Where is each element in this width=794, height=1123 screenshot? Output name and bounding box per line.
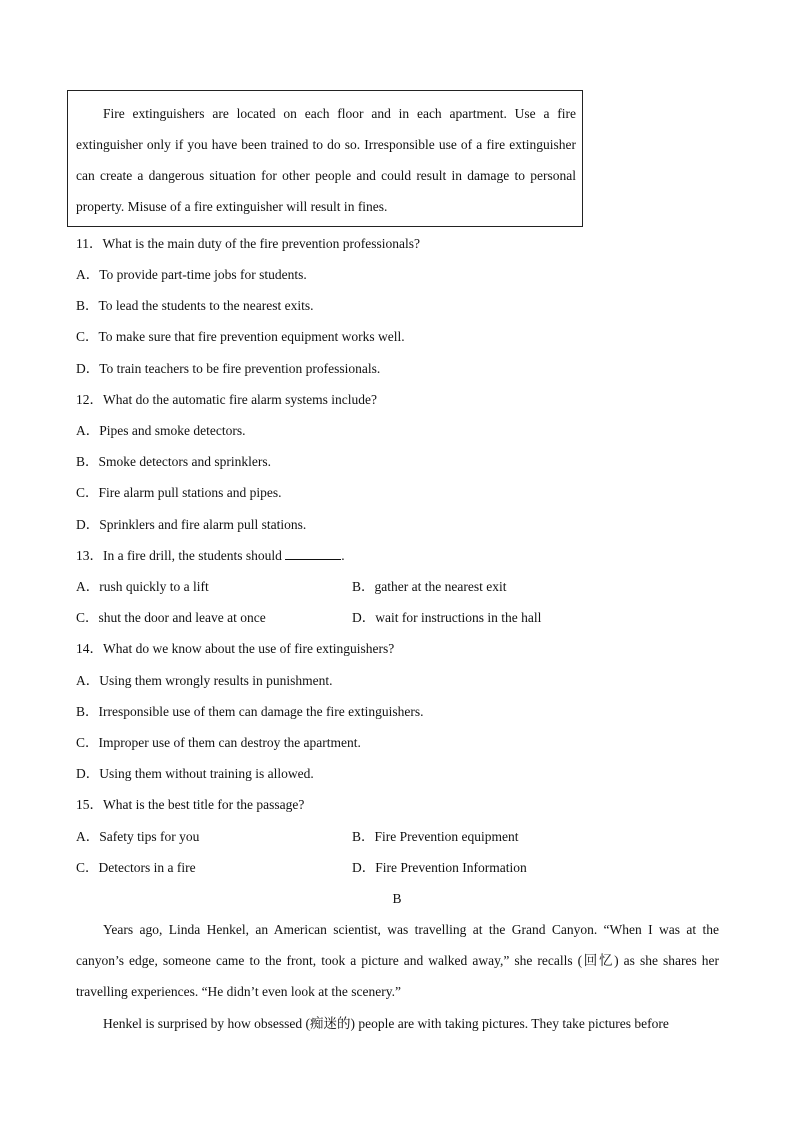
question-11-option-d: D．To train teachers to be fire prevention professionals. — [76, 361, 381, 376]
section-heading: B — [392, 891, 402, 906]
question-14-option-a: A．Using them wrongly results in punishment. — [76, 673, 333, 688]
passage-paragraph-2-text: Henkel is surprised by how obsessed (痴迷的) people are with taking pictures. They take pictures before — [103, 1016, 669, 1031]
question-15-option-c: C．Detectors in a fire — [76, 860, 196, 875]
question-13-option-d: D．wait for instructions in the hall — [352, 610, 542, 625]
question-13-option-c: C．shut the door and leave at once — [76, 610, 266, 625]
question-14-option-b: B．Irresponsible use of them can damage the fire extinguishers. — [76, 704, 424, 719]
notice-box — [67, 90, 583, 227]
question-13-option-b: B．gather at the nearest exit — [352, 579, 507, 594]
passage-paragraph-2 — [76, 1008, 719, 1039]
question-15-option-d: D．Fire Prevention Information — [352, 860, 527, 875]
question-13-stem-text: 13．In a fire drill, the students should — [76, 548, 282, 563]
question-14-stem: 14．What do we know about the use of fire extinguishers? — [76, 641, 395, 656]
answer-blank — [285, 547, 341, 560]
question-12-option-a: A．Pipes and smoke detectors. — [76, 423, 246, 438]
question-12-option-d: D．Sprinklers and fire alarm pull stations. — [76, 517, 307, 532]
question-11-option-c: C．To make sure that fire prevention equipment works well. — [76, 329, 405, 344]
question-15-option-b: B．Fire Prevention equipment — [352, 829, 519, 844]
question-14-option-d: D．Using them without training is allowed. — [76, 766, 314, 781]
passage-paragraph-1 — [76, 914, 719, 1007]
question-15-stem: 15．What is the best title for the passage? — [76, 797, 305, 812]
question-12-option-b: B．Smoke detectors and sprinklers. — [76, 454, 271, 469]
question-13-stem — [76, 547, 345, 565]
question-11-option-a: A．To provide part-time jobs for students. — [76, 267, 307, 282]
question-15-option-a: A．Safety tips for you — [76, 829, 200, 844]
question-12-stem: 12．What do the automatic fire alarm systems include? — [76, 392, 378, 407]
question-13-stem-end: . — [341, 548, 345, 563]
question-13-option-a: A．rush quickly to a lift — [76, 579, 209, 594]
question-14-option-c: C．Improper use of them can destroy the apartment. — [76, 735, 361, 750]
question-11-option-b: B．To lead the students to the nearest exits. — [76, 298, 314, 313]
question-12-option-c: C．Fire alarm pull stations and pipes. — [76, 485, 282, 500]
question-11-stem: 11．What is the main duty of the fire prevention professionals? — [76, 236, 421, 251]
notice-box-text: Fire extinguishers are located on each floor and in each apartment. Use a fire extinguisher only if you have been trained to do so. Irresponsible use of a fire extinguisher can create a dangerous situation for other people and could result in damage to personal property. Misuse of a fire extinguisher will result in fines. — [76, 106, 576, 214]
passage-paragraph-1-text: Years ago, Linda Henkel, an American scientist, was travelling at the Grand Canyon. “When I was at the canyon’s edge, someone came to the front, took a picture and walked away,” she recalls (回忆) as she shares her travelling experiences. “He didn’t even look at the scenery.” — [76, 922, 719, 999]
